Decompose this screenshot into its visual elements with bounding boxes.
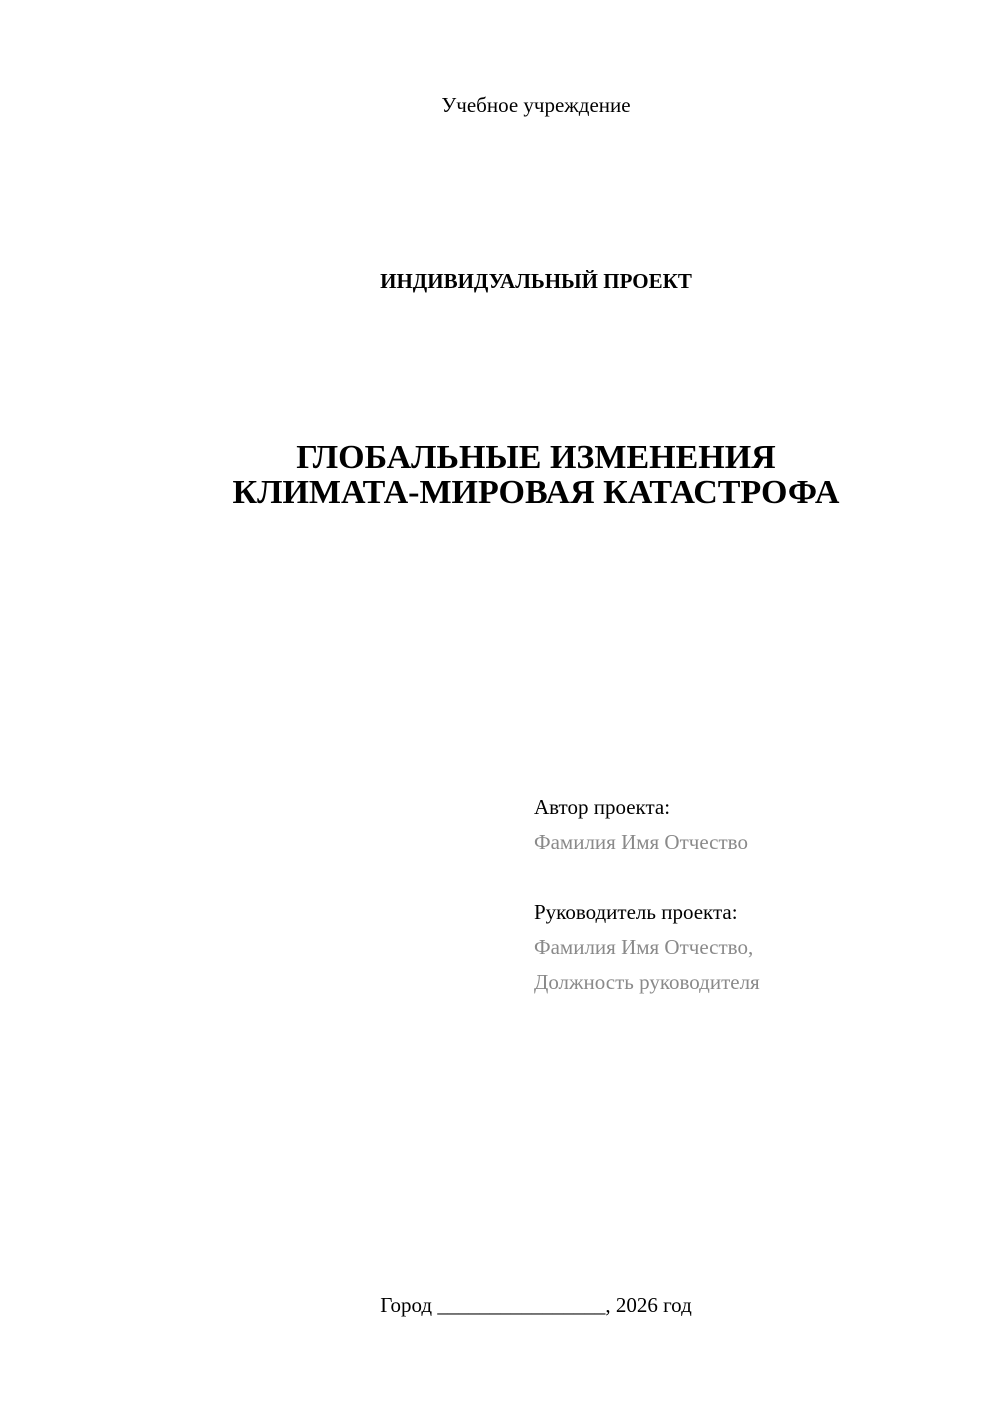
supervisor-label: Руководитель проекта: xyxy=(534,900,738,924)
project-title-line-1: ГЛОБАЛЬНЫЕ ИЗМЕНЕНИЯ xyxy=(296,439,776,476)
author-label: Автор проекта: xyxy=(534,795,671,819)
credits-block xyxy=(534,790,974,1000)
institution-name: Учебное учреждение xyxy=(441,93,631,117)
supervisor-position: Должность руководителя xyxy=(534,970,760,994)
supervisor-name: Фамилия Имя Отчество, xyxy=(534,935,754,959)
project-title xyxy=(0,440,1000,510)
city-year-footer: Город ________________, 2026 год xyxy=(380,1293,692,1317)
credits-spacer xyxy=(534,860,974,895)
author-name: Фамилия Имя Отчество xyxy=(534,830,748,854)
document-type: ИНДИВИДУАЛЬНЫЙ ПРОЕКТ xyxy=(380,269,692,293)
project-title-line-2: КЛИМАТА-МИРОВАЯ КАТАСТРОФА xyxy=(232,474,840,511)
